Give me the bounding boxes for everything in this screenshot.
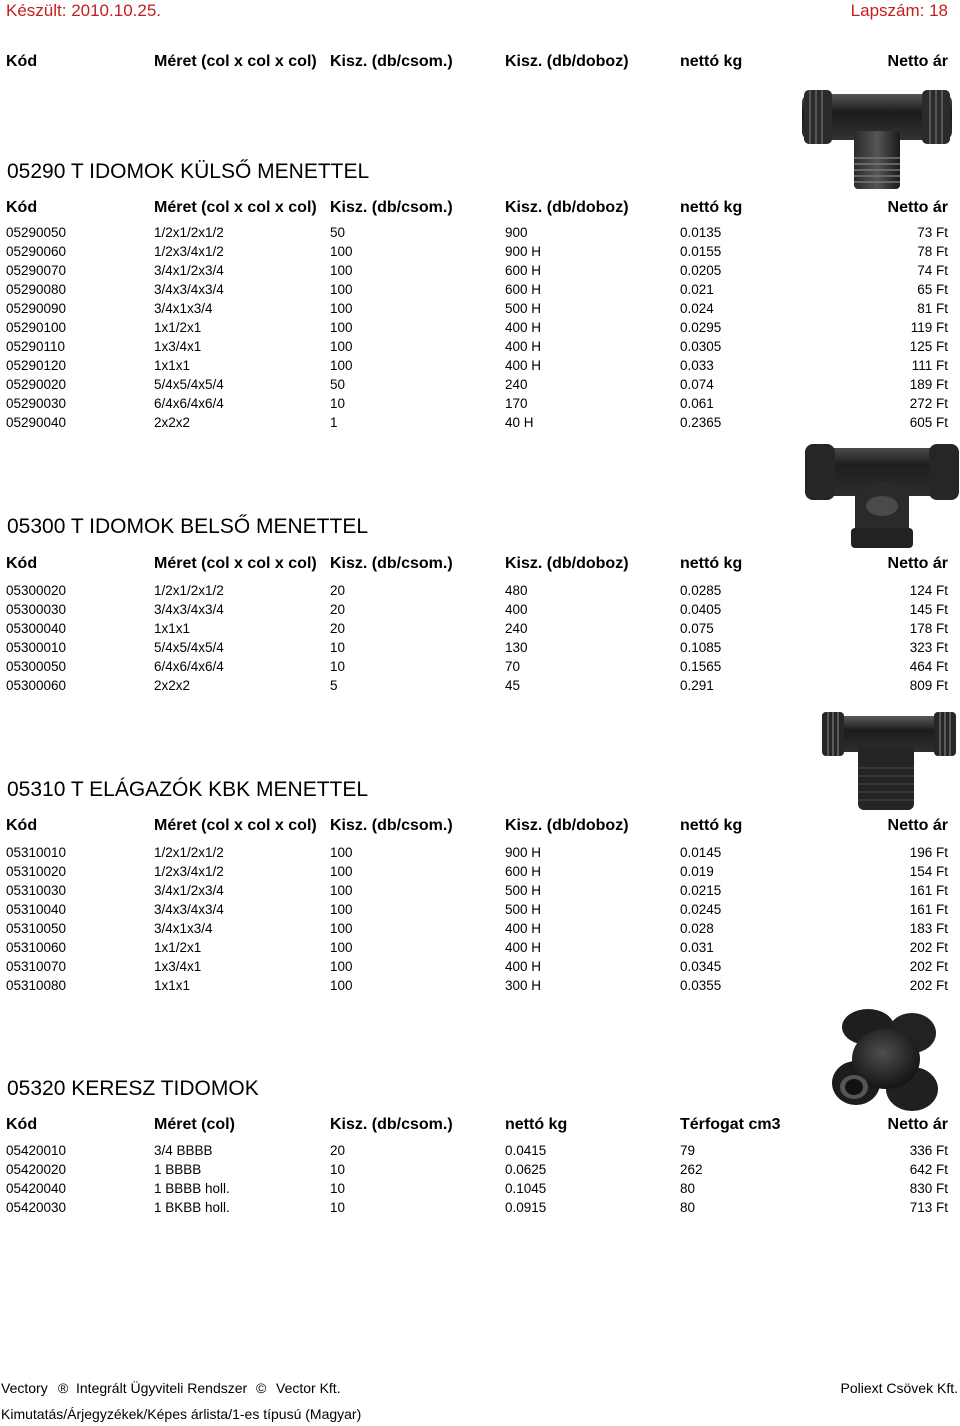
col-kod: Kód (6, 1116, 38, 1133)
table-row (0, 902, 960, 921)
cell-kisz-doboz: 400 H (505, 959, 542, 974)
col-kisz-csom: Kisz. (db/csom.) (330, 53, 453, 70)
col-netto-kg: nettó kg (505, 1116, 568, 1133)
cell-kisz-csom: 100 (330, 883, 353, 898)
cell-meret: 1x3/4x1 (154, 959, 202, 974)
cell-terfogat: 79 (680, 1143, 696, 1158)
cell-kod: 05300010 (6, 640, 67, 655)
table-row (0, 959, 960, 978)
cell-netto-kg: 0.1085 (680, 640, 722, 655)
table-row (0, 921, 960, 940)
cell-terfogat: 80 (680, 1200, 696, 1215)
table-row (0, 1200, 960, 1219)
cell-netto-kg: 0.0295 (680, 320, 722, 335)
cell-netto-ar: 605 Ft (909, 415, 948, 430)
cell-netto-ar: 111 Ft (911, 358, 948, 373)
cell-meret: 3/4x3/4x3/4 (154, 602, 224, 617)
cell-netto-kg: 0.028 (680, 921, 714, 936)
table-row (0, 621, 960, 640)
cell-netto-kg: 0.0915 (505, 1200, 547, 1215)
product-table (0, 1143, 960, 1219)
col-kod: Kód (6, 199, 38, 216)
cell-kisz-doboz: 40 H (505, 415, 534, 430)
cell-netto-kg: 0.031 (680, 940, 714, 955)
cell-netto-ar: 81 Ft (917, 301, 948, 316)
cell-kisz-csom: 20 (330, 602, 346, 617)
cell-meret: 1 BKBB holl. (154, 1200, 230, 1215)
cell-meret: 5/4x5/4x5/4 (154, 377, 224, 392)
cell-netto-ar: 642 Ft (909, 1162, 948, 1177)
cell-kod: 05310060 (6, 940, 67, 955)
cell-meret: 1/2x3/4x1/2 (154, 244, 224, 259)
cell-kisz-csom: 10 (330, 396, 346, 411)
table-row (0, 339, 960, 358)
cell-kod: 05290020 (6, 377, 67, 392)
cell-netto-ar: 73 Ft (917, 225, 948, 240)
cell-kisz-csom: 100 (330, 320, 353, 335)
cell-netto-kg: 0.075 (680, 621, 714, 636)
cell-kisz-csom: 100 (330, 940, 353, 955)
cell-meret: 3/4x3/4x3/4 (154, 902, 224, 917)
cell-kisz-csom: 1 (330, 415, 338, 430)
cell-meret: 2x2x2 (154, 415, 191, 430)
footer-vectory: Vectory (1, 1380, 48, 1396)
col-netto-ar: Netto ár (887, 817, 948, 834)
cell-meret: 1/2x1/2x1/2 (154, 225, 224, 240)
cell-meret: 1x1/2x1 (154, 940, 202, 955)
col-meret: Méret (col x col x col) (154, 53, 317, 70)
col-kisz-doboz: Kisz. (db/doboz) (505, 555, 629, 572)
cell-kisz-csom: 10 (330, 1200, 346, 1215)
cell-netto-kg: 0.0135 (680, 225, 722, 240)
cell-kod: 05290080 (6, 282, 67, 297)
t-fitting-male-thread-icon (790, 76, 960, 196)
page-number: Lapszám: 18 (850, 1, 948, 20)
cell-netto-ar: 202 Ft (909, 940, 948, 955)
col-netto-ar: Netto ár (887, 199, 948, 216)
table-row (0, 659, 960, 678)
col-meret: Méret (col) (154, 1116, 235, 1133)
cell-kod: 05420040 (6, 1181, 67, 1196)
cell-kod: 05290090 (6, 301, 67, 316)
table-row (0, 978, 960, 997)
cell-kod: 05300040 (6, 621, 67, 636)
cell-netto-kg: 0.0405 (680, 602, 722, 617)
cell-kisz-doboz: 400 H (505, 921, 542, 936)
cell-netto-ar: 178 Ft (909, 621, 948, 636)
cell-meret: 1x1x1 (154, 358, 191, 373)
col-kisz-csom: Kisz. (db/csom.) (330, 199, 453, 216)
col-netto-kg: nettó kg (680, 53, 743, 70)
cell-netto-ar: 272 Ft (909, 396, 948, 411)
cell-kisz-csom: 10 (330, 659, 346, 674)
column-header-top (0, 53, 960, 75)
col-kisz-csom: Kisz. (db/csom.) (330, 817, 453, 834)
cell-meret: 1/2x3/4x1/2 (154, 864, 224, 879)
cell-kod: 05290070 (6, 263, 67, 278)
footer-company: Vector Kft. (276, 1380, 341, 1396)
table-row (0, 1181, 960, 1200)
cell-kisz-csom: 100 (330, 301, 353, 316)
cell-kisz-doboz: 500 H (505, 301, 542, 316)
cell-kisz-csom: 100 (330, 263, 353, 278)
cell-kisz-doboz: 170 (505, 396, 528, 411)
cell-kisz-doboz: 900 (505, 225, 528, 240)
section-title: 05320 KERESZ TIDOMOK (7, 1077, 259, 1100)
cell-netto-kg: 0.074 (680, 377, 714, 392)
cell-kod: 05310050 (6, 921, 67, 936)
cell-netto-kg: 0.0285 (680, 583, 722, 598)
cell-meret: 2x2x2 (154, 678, 191, 693)
cross-fitting-icon (828, 1005, 948, 1115)
table-row (0, 845, 960, 864)
cell-kisz-csom: 100 (330, 282, 353, 297)
cell-netto-kg: 0.0345 (680, 959, 722, 974)
footer-report-path: Kimutatás/Árjegyzékek/Képes árlista/1-es típusú (Magyar) (1, 1406, 362, 1422)
cell-kisz-csom: 100 (330, 921, 353, 936)
cell-kisz-doboz: 500 H (505, 902, 542, 917)
cell-kisz-doboz: 400 H (505, 358, 542, 373)
col-netto-kg: nettó kg (680, 817, 743, 834)
cell-kisz-csom: 50 (330, 377, 346, 392)
cell-netto-kg: 0.1045 (505, 1181, 547, 1196)
cell-kod: 05420020 (6, 1162, 67, 1177)
cell-meret: 1x1x1 (154, 978, 191, 993)
cell-kisz-csom: 100 (330, 959, 353, 974)
cell-kod: 05290050 (6, 225, 67, 240)
t-fitting-female-thread-icon (805, 440, 960, 550)
cell-meret: 1x1/2x1 (154, 320, 202, 335)
cell-netto-kg: 0.0215 (680, 883, 722, 898)
cell-kod: 05290110 (6, 339, 66, 354)
footer-right: Poliext Csövek Kft. (840, 1380, 958, 1396)
cell-netto-kg: 0.021 (680, 282, 714, 297)
table-row (0, 678, 960, 697)
col-meret: Méret (col x col x col) (154, 817, 317, 834)
product-table (0, 225, 960, 434)
cell-meret: 3/4x1/2x3/4 (154, 263, 224, 278)
table-row (0, 883, 960, 902)
cell-netto-kg: 0.0625 (505, 1162, 547, 1177)
cell-meret: 6/4x6/4x6/4 (154, 659, 224, 674)
table-row (0, 940, 960, 959)
cell-kisz-csom: 10 (330, 640, 346, 655)
cell-netto-ar: 464 Ft (909, 659, 948, 674)
col-kisz-doboz: Kisz. (db/doboz) (505, 53, 629, 70)
column-header (0, 199, 960, 221)
col-kod: Kód (6, 555, 38, 572)
cell-meret: 3/4x1/2x3/4 (154, 883, 224, 898)
cell-kod: 05310010 (6, 845, 67, 860)
table-row (0, 640, 960, 659)
cell-kod: 05290030 (6, 396, 67, 411)
cell-netto-ar: 145 Ft (909, 602, 948, 617)
cell-meret: 1 BBBB (154, 1162, 202, 1177)
cell-kisz-csom: 100 (330, 845, 353, 860)
copyright-icon: © (256, 1380, 267, 1396)
cell-kisz-csom: 100 (330, 978, 353, 993)
col-kisz-doboz: Kisz. (db/doboz) (505, 199, 629, 216)
cell-meret: 3/4 BBBB (154, 1143, 213, 1158)
cell-kisz-doboz: 600 H (505, 282, 542, 297)
cell-kisz-csom: 100 (330, 358, 353, 373)
cell-netto-ar: 161 Ft (909, 902, 948, 917)
cell-kod: 05300060 (6, 678, 67, 693)
cell-netto-ar: 154 Ft (909, 864, 948, 879)
table-row (0, 244, 960, 263)
cell-kod: 05420010 (6, 1143, 67, 1158)
col-kisz-csom: Kisz. (db/csom.) (330, 1116, 453, 1133)
cell-netto-ar: 323 Ft (909, 640, 948, 655)
cell-meret: 1/2x1/2x1/2 (154, 583, 224, 598)
footer-system: Integrált Ügyviteli Rendszer (76, 1380, 248, 1396)
cell-terfogat: 262 (680, 1162, 703, 1177)
cell-terfogat: 80 (680, 1181, 696, 1196)
col-meret: Méret (col x col x col) (154, 199, 317, 216)
table-row (0, 583, 960, 602)
cell-kisz-doboz: 500 H (505, 883, 542, 898)
table-row (0, 864, 960, 883)
table-row (0, 320, 960, 339)
cell-netto-ar: 65 Ft (917, 282, 948, 297)
cell-kisz-doboz: 240 (505, 621, 528, 636)
col-netto-ar: Netto ár (887, 53, 948, 70)
column-header (0, 555, 960, 577)
cell-netto-kg: 0.2365 (680, 415, 722, 430)
cell-kisz-doboz: 900 H (505, 244, 542, 259)
cell-meret: 3/4x3/4x3/4 (154, 282, 224, 297)
product-table (0, 583, 960, 697)
column-header (0, 1116, 960, 1138)
col-kisz-csom: Kisz. (db/csom.) (330, 555, 453, 572)
cell-kod: 05310020 (6, 864, 67, 879)
cell-netto-ar: 74 Ft (917, 263, 948, 278)
col-kod: Kód (6, 53, 38, 70)
cell-kisz-csom: 10 (330, 1181, 346, 1196)
cell-kisz-csom: 100 (330, 339, 353, 354)
cell-netto-ar: 124 Ft (909, 583, 948, 598)
cell-meret: 3/4x1x3/4 (154, 301, 213, 316)
cell-netto-kg: 0.061 (680, 396, 714, 411)
cell-netto-kg: 0.0305 (680, 339, 722, 354)
table-row (0, 301, 960, 320)
cell-kod: 05290100 (6, 320, 67, 335)
created-date: Készült: 2010.10.25. (6, 1, 162, 20)
cell-kisz-doboz: 240 (505, 377, 528, 392)
section-title: 05300 T IDOMOK BELSŐ MENETTEL (7, 515, 369, 538)
table-row (0, 602, 960, 621)
cell-netto-ar: 183 Ft (909, 921, 948, 936)
cell-kisz-csom: 20 (330, 583, 346, 598)
table-row (0, 1143, 960, 1162)
cell-netto-kg: 0.024 (680, 301, 714, 316)
cell-kod: 05310080 (6, 978, 67, 993)
cell-kod: 05310070 (6, 959, 67, 974)
col-netto-kg: nettó kg (680, 199, 743, 216)
cell-netto-ar: 202 Ft (909, 978, 948, 993)
cell-netto-kg: 0.0145 (680, 845, 722, 860)
table-row (0, 225, 960, 244)
cell-kisz-doboz: 400 H (505, 339, 542, 354)
cell-netto-ar: 336 Ft (909, 1143, 948, 1158)
cell-kod: 05300030 (6, 602, 67, 617)
cell-netto-ar: 196 Ft (909, 845, 948, 860)
table-row (0, 396, 960, 415)
cell-meret: 1 BBBB holl. (154, 1181, 230, 1196)
col-terfogat: Térfogat cm3 (680, 1116, 781, 1133)
cell-meret: 1x3/4x1 (154, 339, 202, 354)
cell-meret: 1/2x1/2x1/2 (154, 845, 224, 860)
cell-kod: 05300050 (6, 659, 67, 674)
section-title: 05310 T ELÁGAZÓK KBK MENETTEL (7, 778, 369, 801)
table-row (0, 358, 960, 377)
cell-kisz-doboz: 400 H (505, 940, 542, 955)
cell-kisz-csom: 100 (330, 902, 353, 917)
cell-netto-kg: 0.0155 (680, 244, 722, 259)
col-netto-kg: nettó kg (680, 555, 743, 572)
table-row (0, 282, 960, 301)
cell-kisz-doboz: 900 H (505, 845, 542, 860)
cell-netto-ar: 713 Ft (909, 1200, 948, 1215)
cell-kisz-csom: 100 (330, 244, 353, 259)
cell-kisz-doboz: 600 H (505, 864, 542, 879)
cell-kod: 05420030 (6, 1200, 67, 1215)
cell-kod: 05290060 (6, 244, 67, 259)
cell-kisz-doboz: 400 H (505, 320, 542, 335)
cell-kod: 05290040 (6, 415, 67, 430)
cell-netto-kg: 0.033 (680, 358, 714, 373)
cell-kisz-doboz: 400 (505, 602, 528, 617)
cell-netto-kg: 0.019 (680, 864, 714, 879)
table-row (0, 1162, 960, 1181)
section-title: 05290 T IDOMOK KÜLSŐ MENETTEL (7, 160, 370, 183)
cell-netto-kg: 0.0415 (505, 1143, 547, 1158)
cell-kisz-csom: 100 (330, 864, 353, 879)
product-table (0, 845, 960, 997)
cell-netto-ar: 189 Ft (909, 377, 948, 392)
cell-kod: 05310040 (6, 902, 67, 917)
cell-meret: 6/4x6/4x6/4 (154, 396, 224, 411)
cell-netto-kg: 0.0355 (680, 978, 722, 993)
col-netto-ar: Netto ár (887, 1116, 948, 1133)
cell-kod: 05310030 (6, 883, 67, 898)
cell-netto-kg: 0.0205 (680, 263, 722, 278)
table-row (0, 377, 960, 396)
cell-netto-kg: 0.1565 (680, 659, 722, 674)
col-meret: Méret (col x col x col) (154, 555, 317, 572)
col-kod: Kód (6, 817, 38, 834)
cell-kisz-csom: 50 (330, 225, 346, 240)
cell-meret: 5/4x5/4x5/4 (154, 640, 224, 655)
t-branch-kbk-icon (818, 706, 960, 812)
cell-netto-ar: 119 Ft (910, 320, 948, 335)
cell-netto-ar: 78 Ft (917, 244, 948, 259)
cell-kisz-csom: 10 (330, 1162, 346, 1177)
col-netto-ar: Netto ár (887, 555, 948, 572)
cell-netto-ar: 809 Ft (909, 678, 948, 693)
table-row (0, 263, 960, 282)
cell-netto-ar: 202 Ft (909, 959, 948, 974)
cell-kisz-doboz: 480 (505, 583, 528, 598)
cell-kisz-doboz: 70 (505, 659, 521, 674)
col-kisz-doboz: Kisz. (db/doboz) (505, 817, 629, 834)
cell-kod: 05290120 (6, 358, 67, 373)
cell-kisz-doboz: 600 H (505, 263, 542, 278)
cell-netto-ar: 161 Ft (909, 883, 948, 898)
cell-kisz-doboz: 45 (505, 678, 521, 693)
cell-netto-kg: 0.291 (680, 678, 714, 693)
cell-netto-ar: 830 Ft (909, 1181, 948, 1196)
cell-meret: 1x1x1 (154, 621, 191, 636)
cell-kisz-doboz: 300 H (505, 978, 542, 993)
cell-kisz-csom: 5 (330, 678, 338, 693)
cell-meret: 3/4x1x3/4 (154, 921, 213, 936)
cell-kisz-csom: 20 (330, 1143, 346, 1158)
column-header (0, 817, 960, 839)
table-row (0, 415, 960, 434)
cell-netto-kg: 0.0245 (680, 902, 722, 917)
registered-icon: ® (58, 1380, 69, 1396)
cell-netto-ar: 125 Ft (909, 339, 948, 354)
cell-kod: 05300020 (6, 583, 67, 598)
cell-kisz-doboz: 130 (505, 640, 528, 655)
cell-kisz-csom: 20 (330, 621, 346, 636)
